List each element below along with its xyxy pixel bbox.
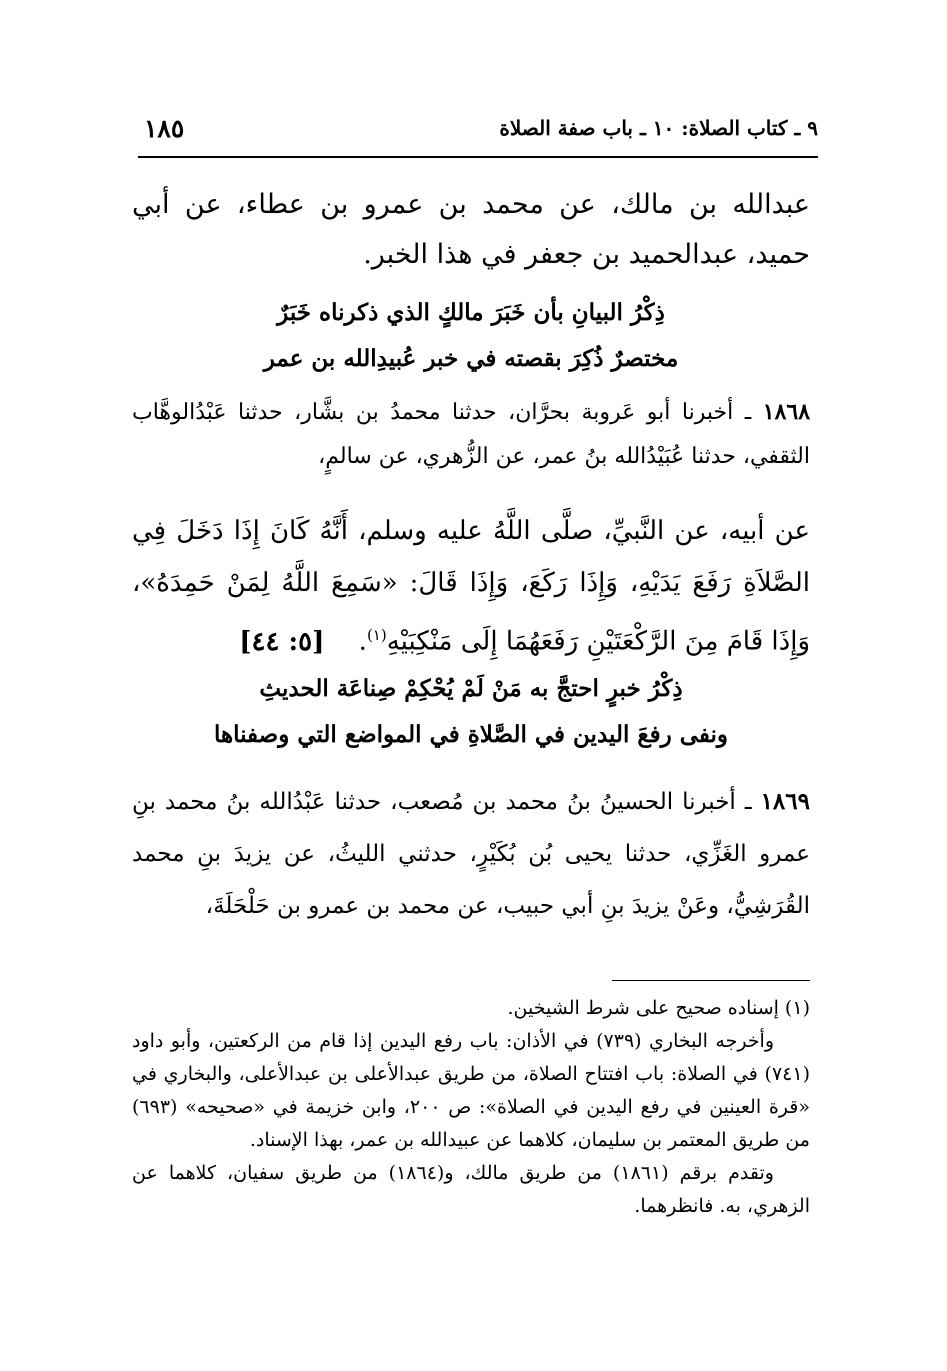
- page-header: [138, 112, 818, 158]
- heading-1-line-2: مختصرٌ ذُكِرَ بقصته في خبر عُبيدِالله بن عمر: [263, 345, 679, 372]
- hadith-matn-text: عن أبيه، عن النَّبيِّ، صلَّى اللَّهُ عليه وسلم، أَنَّهُ كَانَ إِذَا دَخَلَ فِي الصَّلاَةِ رَفَعَ يَدَيْهِ، وَإِذَا رَكَعَ، وَإِذَا قَالَ: «سَمِعَ اللَّهُ لِمَنْ حَمِدَهُ»، وَإِذَا قَامَ مِنَ الرَّكْعَتَيْنِ رَفَعَهُمَا إِلَى مَنْكِبَيْهِ: [132, 516, 810, 657]
- continuation-paragraph: عبدالله بن مالك، عن محمد بن عمرو بن عطاء، عن أبي حميد، عبدالحميد بن جعفر في هذا الخبر.: [132, 189, 810, 270]
- section-heading-1: [132, 290, 810, 382]
- footnote-separator: [612, 980, 810, 981]
- hadith-1869: [132, 776, 810, 932]
- hadith-number: ١٨٦٨: [762, 399, 811, 425]
- hadith-isnad-text: ـ أخبرنا أبو عَروبة بحرَّان، حدثنا محمدُ بن بشَّار، حدثنا عَبْدُالوهَّاب الثقفي، حدثنا عُبَيْدُالله بنُ عمر، عن الزُّهري، عن سالمٍ،: [132, 400, 810, 469]
- hadith-1868-matn: عن أبيه، عن النَّبيِّ، صلَّى اللَّهُ عليه وسلم، أَنَّهُ كَانَ إِذَا دَخَلَ فِي الصَّلاَةِ رَفَعَ يَدَيْهِ، وَإِذَا رَكَعَ، وَإِذَا قَالَ: «سَمِعَ اللَّهُ لِمَنْ حَمِدَهُ»، وَإِذَا قَامَ مِنَ الرَّكْعَتَيْنِ رَفَعَهُمَا إِلَى مَنْكِبَيْهِ$^{(١)}$. [٥: ٤٤]: [132, 516, 810, 657]
- footnote-marker: (١): [366, 626, 387, 644]
- footnotes: [132, 992, 810, 1223]
- footnote-1-cross-reference: وتقدم برقم (١٨٦١) من طريق مالك، و(١٨٦٤) من طريق سفيان، كلاهما عن الزهري، به. فانظرهما.: [132, 1162, 810, 1217]
- running-title: ٩ ـ كتاب الصلاة: ١٠ ـ باب صفة الصلاة: [499, 116, 818, 140]
- page-number: ١٨٥: [144, 114, 185, 143]
- hadith-number: ١٨٦٩: [760, 788, 810, 815]
- hadith-text: ـ أخبرنا الحسينُ بنُ محمد بن مُصعب، حدثنا عَبْدُالله بنُ محمد بنِ عمرو الغَزِّي، حدثنا يحيى بُن بُكَيْرٍ، حدثني الليثُ، عن يزيدَ بنِ محمد القُرَشِيُّ، وعَنْ يزيدَ بنِ أبي حبيب، عن محمد بن عمرو بن حَلْحَلَةَ،: [132, 789, 810, 919]
- footnote-1-takhrij: وأخرجه البخاري (٧٣٩) في الأذان: باب رفع اليدين إذا قام من الركعتين، وأبو داود (٧٤١) في الصلاة: باب افتتاح الصلاة، من طريق عبدالأعلى بن عبدالأعلى، والبخاري في «قرة العينين في رفع اليدين في الصلاة»: ص ٢٠٠، وابن خزيمة في «صحيحه» (٦٩٣) من طريق المعتمر بن سليمان، كلاهما عن عبيدالله بن عمر، بهذا الإسناد.: [132, 1030, 810, 1151]
- heading-1-line-1: ذِكْرُ البيانِ بأن خَبَرَ مالكٍ الذي ذكرناه خَبَرٌ: [277, 299, 665, 326]
- heading-2-line-1: ذِكْرُ خبرٍ احتجَّ به مَنْ لَمْ يُحْكِمْ صِناعَة الحديثِ: [259, 675, 683, 702]
- hadith-1868-isnad: [132, 390, 810, 479]
- source-reference: [٥: ٤٤]: [239, 626, 325, 657]
- section-heading-2: [132, 666, 810, 758]
- heading-2-line-2: ونفى رفعَ اليدين في الصَّلاةِ في المواضع التي وصفناها: [213, 721, 729, 748]
- footnote-1: (١) إسناده صحيح على شرط الشيخين.: [507, 997, 810, 1019]
